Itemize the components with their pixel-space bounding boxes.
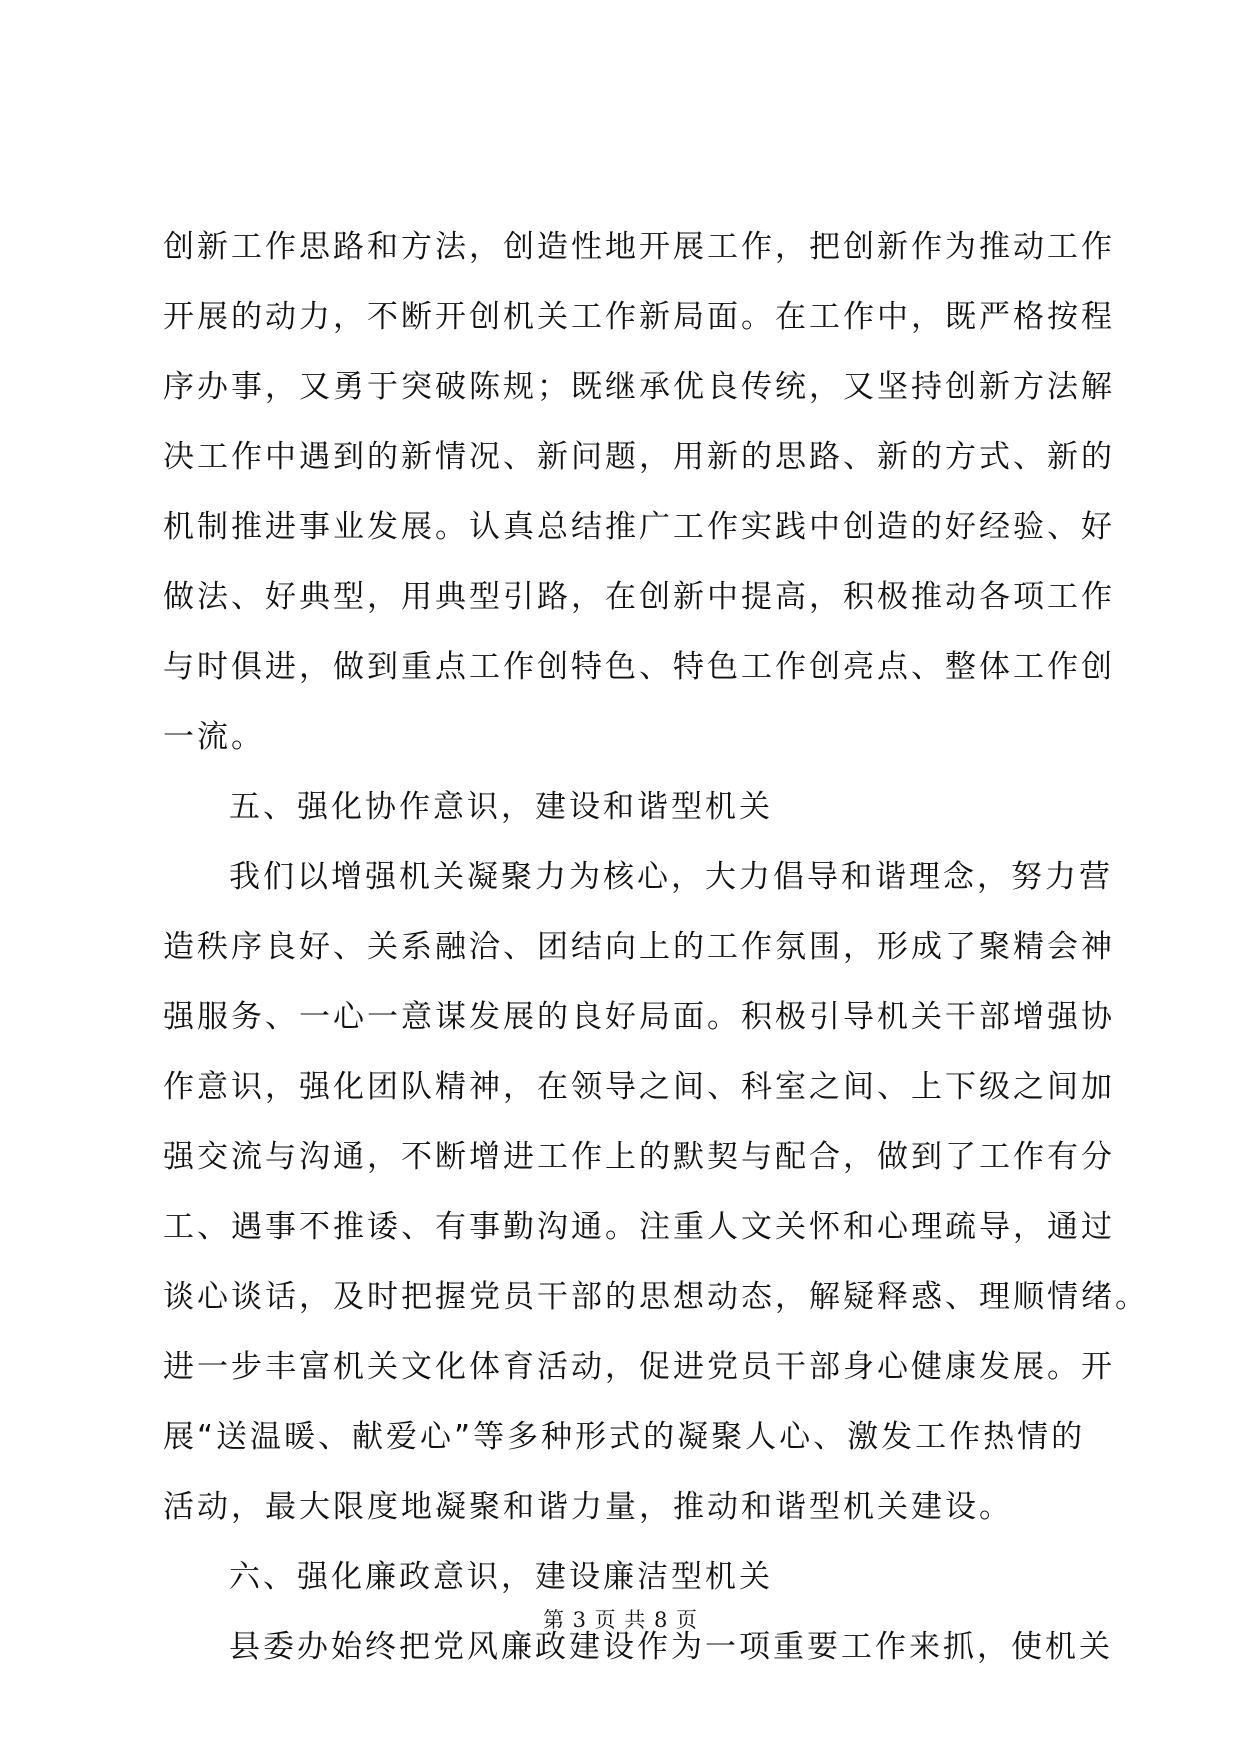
- text-line: 机制推进事业发展。认真总结推广工作实践中创造的好经验、好: [163, 509, 1115, 545]
- text-line: 工、遇事不推诿、有事勤沟通。注重人文关怀和心理疏导，通过: [163, 1209, 1115, 1245]
- text-line: 进一步丰富机关文化体育活动，促进党员干部身心健康发展。开: [163, 1349, 1115, 1385]
- text-line: 县委办始终把党风廉政建设作为一项重要工作来抓，使机关: [229, 1629, 1113, 1665]
- text-line: 强交流与沟通，不断增进工作上的默契与配合，做到了工作有分: [163, 1139, 1115, 1175]
- text-line: 创新工作思路和方法，创造性地开展工作，把创新作为推动工作: [163, 229, 1115, 265]
- text-line: 序办事，又勇于突破陈规；既继承优良传统，又坚持创新方法解: [163, 369, 1115, 405]
- text-line: 谈心谈话，及时把握党员干部的思想动态，解疑释惑、理顺情绪。: [163, 1279, 1149, 1315]
- text-line: 开展的动力，不断开创机关工作新局面。在工作中，既严格按程: [163, 299, 1115, 335]
- page-footer: 第 3 页 共 8 页: [542, 1608, 699, 1632]
- body-text: [163, 212, 1149, 1682]
- text-line: 作意识，强化团队精神，在领导之间、科室之间、上下级之间加: [163, 1069, 1115, 1105]
- text-line: 做法、好典型，用典型引路，在创新中提高，积极推动各项工作: [163, 579, 1115, 615]
- text-line: 活动，最大限度地凝聚和谐力量，推动和谐型机关建设。: [163, 1489, 1013, 1525]
- section-heading: 五、强化协作意识，建设和谐型机关: [229, 789, 773, 825]
- text-line: 决工作中遇到的新情况、新问题，用新的思路、新的方式、新的: [163, 439, 1115, 475]
- text-line: 展“送温暖、献爱心”等多种形式的凝聚人心、激发工作热情的: [163, 1419, 1086, 1455]
- section-heading: 六、强化廉政意识，建设廉洁型机关: [229, 1559, 773, 1595]
- text-line: 一流。: [163, 719, 265, 755]
- text-line: 强服务、一心一意谋发展的良好局面。积极引导机关干部增强协: [163, 999, 1115, 1035]
- text-line: 造秩序良好、关系融洽、团结向上的工作氛围，形成了聚精会神: [163, 929, 1115, 965]
- text-line: 我们以增强机关凝聚力为核心，大力倡导和谐理念，努力营: [229, 859, 1113, 895]
- text-line: 与时俱进，做到重点工作创特色、特色工作创亮点、整体工作创: [163, 649, 1115, 685]
